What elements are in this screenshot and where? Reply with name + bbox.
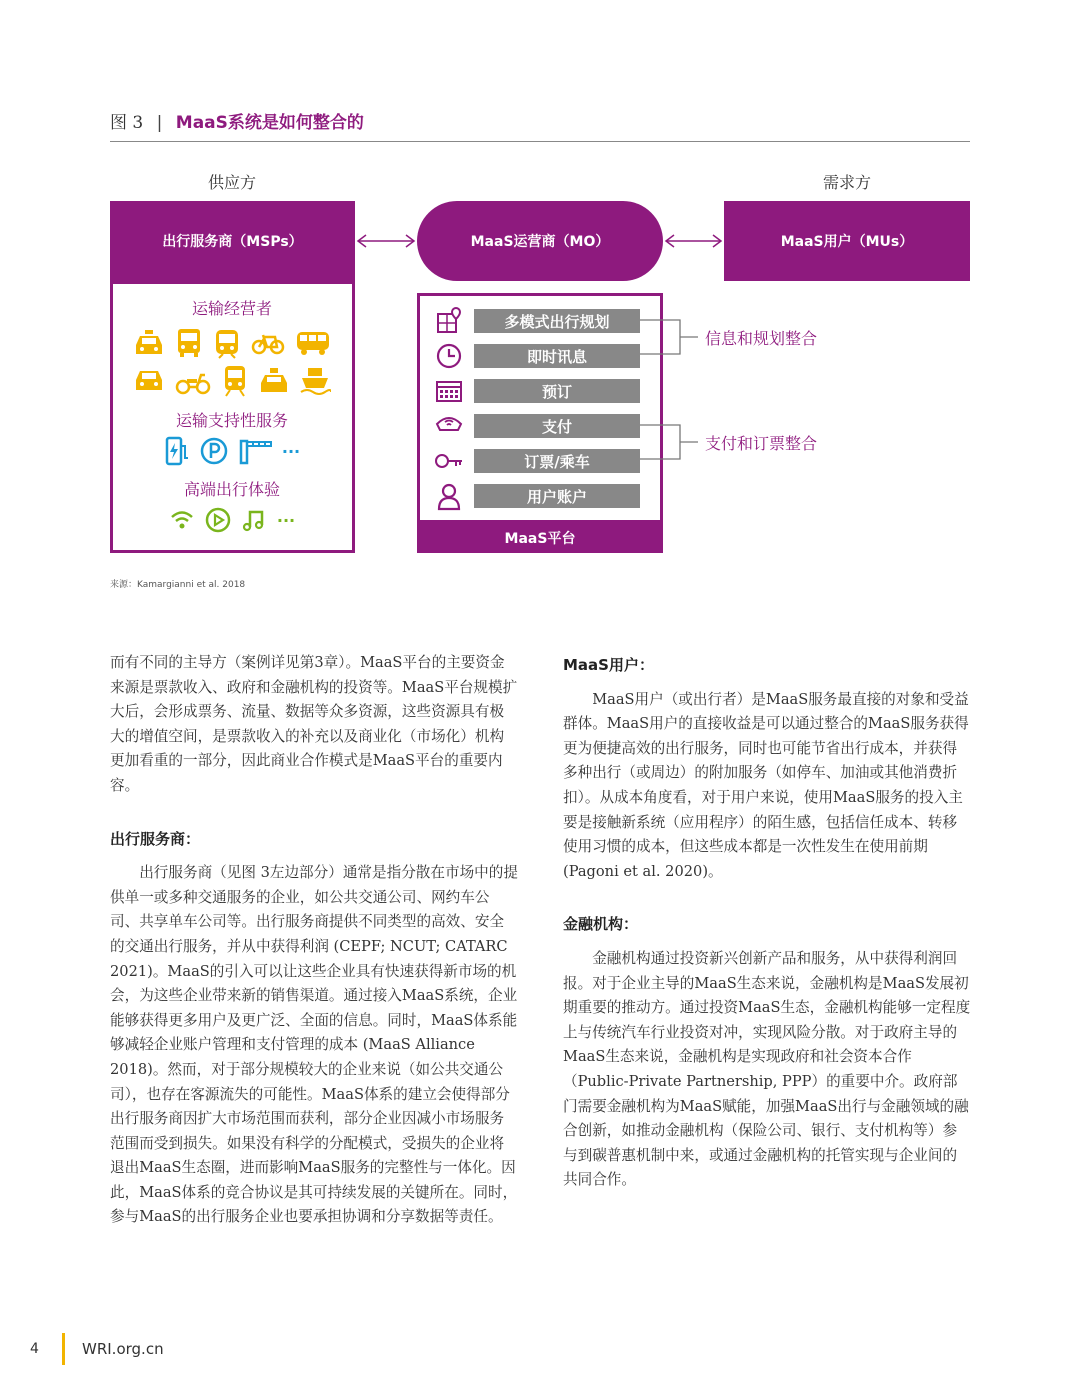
platform-item-user-account: 用户账户 [474, 484, 640, 508]
finance-heading: 金融机构： [563, 915, 639, 934]
platform-item-trip-planning: 多模式出行规划 [474, 309, 640, 333]
bicycle-icon [251, 330, 285, 356]
figure-number: 3 [132, 113, 144, 133]
coach-icon [295, 329, 331, 357]
figure-label: 图 [110, 113, 127, 133]
left-paragraph-1: 而有不同的主导方（案例详见第3章）。MaaS平台的主要资金来源是票款收入、政府和金融机构的投资等。MaaS平台规模扩大后，会形成票务、流量、数据等众多资源，这些资源具有极大的增值空间，是票款收入的补充以及商业化（市场化）机构更加看重的一部分，因此商业合作模式是MaaS平台的重要内容。 [110, 654, 518, 794]
right-column [563, 653, 971, 1193]
wifi-icon [169, 507, 195, 533]
premium-icons-row [122, 507, 342, 533]
scooter-icon [175, 367, 211, 395]
msp-box: 出行服务商（MSPs） [110, 201, 355, 281]
support-more-icon: ··· [281, 441, 301, 461]
msp-mo-arrow [355, 232, 417, 250]
right-paragraph-2: 金融机构通过投资新兴创新产品和服务，从中获得利润回报。对于企业主导的MaaS生态来说，金融机构是MaaS发展初期重要的推动方。通过投资MaaS生态，金融机构能够一定程度上与传统汽车行业投资对冲，实现风险分散。对于政府主导的MaaS生态来说，金融机构是实现政府和社会资本合作（Public-Private Partnership, PPP）的重要中介。政府部门需要金融机构为MaaS赋能，加强MaaS出行与金融领域的融合创新，如推动金融机构（保险公司、银行、支付机构等）参与到碳普惠机制中来，或通过金融机构的托管实现与企业间的共同合作。 [563, 949, 971, 1189]
ferry-icon [299, 366, 331, 396]
info-integration-label: 信息和规划整合 [705, 329, 818, 348]
train-icon [221, 365, 249, 397]
platform-item-ticketing: 订票/乘车 [474, 449, 640, 473]
footer-site-link[interactable]: WRI.org.cn [82, 1340, 164, 1358]
left-paragraph-2: 出行服务商（见图 3左边部分）通常是指分散在市场中的提供单一或多种交通服务的企业，如公共交通公司、网约车公司、共享单车公司等。出行服务商提供不同类型的高效、安全的交通出行服务，并从中获得利润 (CEPF; NCUT; CATARC 2021)。MaaS的引入可以让这些企业具有快速获得新市场的机会，为这些企业带来新的销售渠道。通过接入MaaS系统，企业能够获得更多用户及更广泛、全面的信息。同时，MaaS体系能够减轻企业账户管理和支付管理的成本 (MaaS Alliance 2018)。然而，对于部分规模较大的企业来说（如公共交通公司），也存在客源流失的可能性。MaaS体系的建立会使得部分出行服务商因扩大市场范围而获利，部分企业因减小市场服务范围而受到损失。如果没有科学的分配模式，受损失的企业将退出MaaS生态圈，进而影响MaaS服务的完整性与一体化。因此，MaaS体系的竞合协议是其可持续发展的关键所在。同时，参与MaaS的出行服务企业也要承担协调和分享数据等责任。 [110, 864, 518, 1226]
payment-integration-label: 支付和订票整合 [705, 434, 818, 453]
mo-box: MaaS运营商（MO） [417, 201, 663, 281]
taxi-icon [133, 328, 165, 358]
car-icon [133, 367, 165, 395]
mu-box: MaaS用户（MUs） [724, 201, 970, 281]
calendar-icon [435, 379, 463, 403]
operator-icons-row-1 [122, 327, 342, 359]
users-heading: MaaS用户： [563, 656, 654, 674]
demand-label: 需求方 [823, 173, 872, 192]
tram-icon [213, 327, 241, 359]
right-paragraph-1: MaaS用户（或出行者）是MaaS服务最直接的对象和受益群体。MaaS用户的直接收益是可以通过整合的MaaS服务获得更为便捷高效的出行服务，同时也可能节省出行成本，并获得多种出行（或周边）的附加服务（如停车、加油或其他消费折扣）。从成本角度看，对于用户来说，使用MaaS服务的投入主要是接触新系统（应用程序）的陌生感，包括信任成本、转移使用习惯的成本，但这些成本都是一次性发生在使用前期 (Pagoni et al. 2020)。 [563, 690, 969, 880]
figure-title [110, 108, 364, 133]
clock-icon [436, 343, 462, 369]
premium-experience-label: 高端出行体验 [183, 480, 280, 499]
footer-divider [62, 1333, 65, 1365]
charging-station-icon [164, 436, 190, 466]
payment-integration-bracket [640, 423, 700, 463]
support-services-label: 运输支持性服务 [175, 411, 288, 430]
toll-gate-icon [238, 437, 272, 465]
support-icons-row [122, 436, 342, 466]
figure-source: 来源：Kamargianni et al. 2018 [110, 580, 246, 590]
info-integration-bracket [640, 318, 700, 358]
premium-more-icon: ··· [276, 510, 296, 530]
figure-separator: | [156, 113, 163, 133]
play-media-icon [205, 507, 231, 533]
platform-item-booking: 预订 [474, 379, 640, 403]
left-column [110, 651, 518, 1230]
operator-icons-row-2 [122, 365, 342, 397]
platform-label: MaaS平台 [417, 522, 663, 553]
figure-name: MaaS系统是如何整合的 [175, 113, 364, 133]
platform-item-realtime-info: 即时讯息 [474, 344, 640, 368]
platform-item-payment: 支付 [474, 414, 640, 438]
page-number: 4 [30, 1341, 39, 1357]
msp-heading: 出行服务商： [110, 829, 201, 848]
parking-icon [200, 437, 228, 465]
rideshare-car-icon [259, 367, 289, 395]
trip-planning-icon [435, 306, 463, 334]
title-divider [110, 141, 970, 142]
mo-mu-arrow [663, 232, 724, 250]
supply-label: 供应方 [208, 173, 257, 192]
contactless-payment-icon [434, 414, 464, 436]
user-account-icon [437, 483, 461, 511]
bus-front-icon [175, 327, 203, 359]
music-icon [241, 507, 267, 533]
key-ticket-icon [434, 451, 464, 471]
operators-label: 运输经营者 [191, 299, 272, 318]
